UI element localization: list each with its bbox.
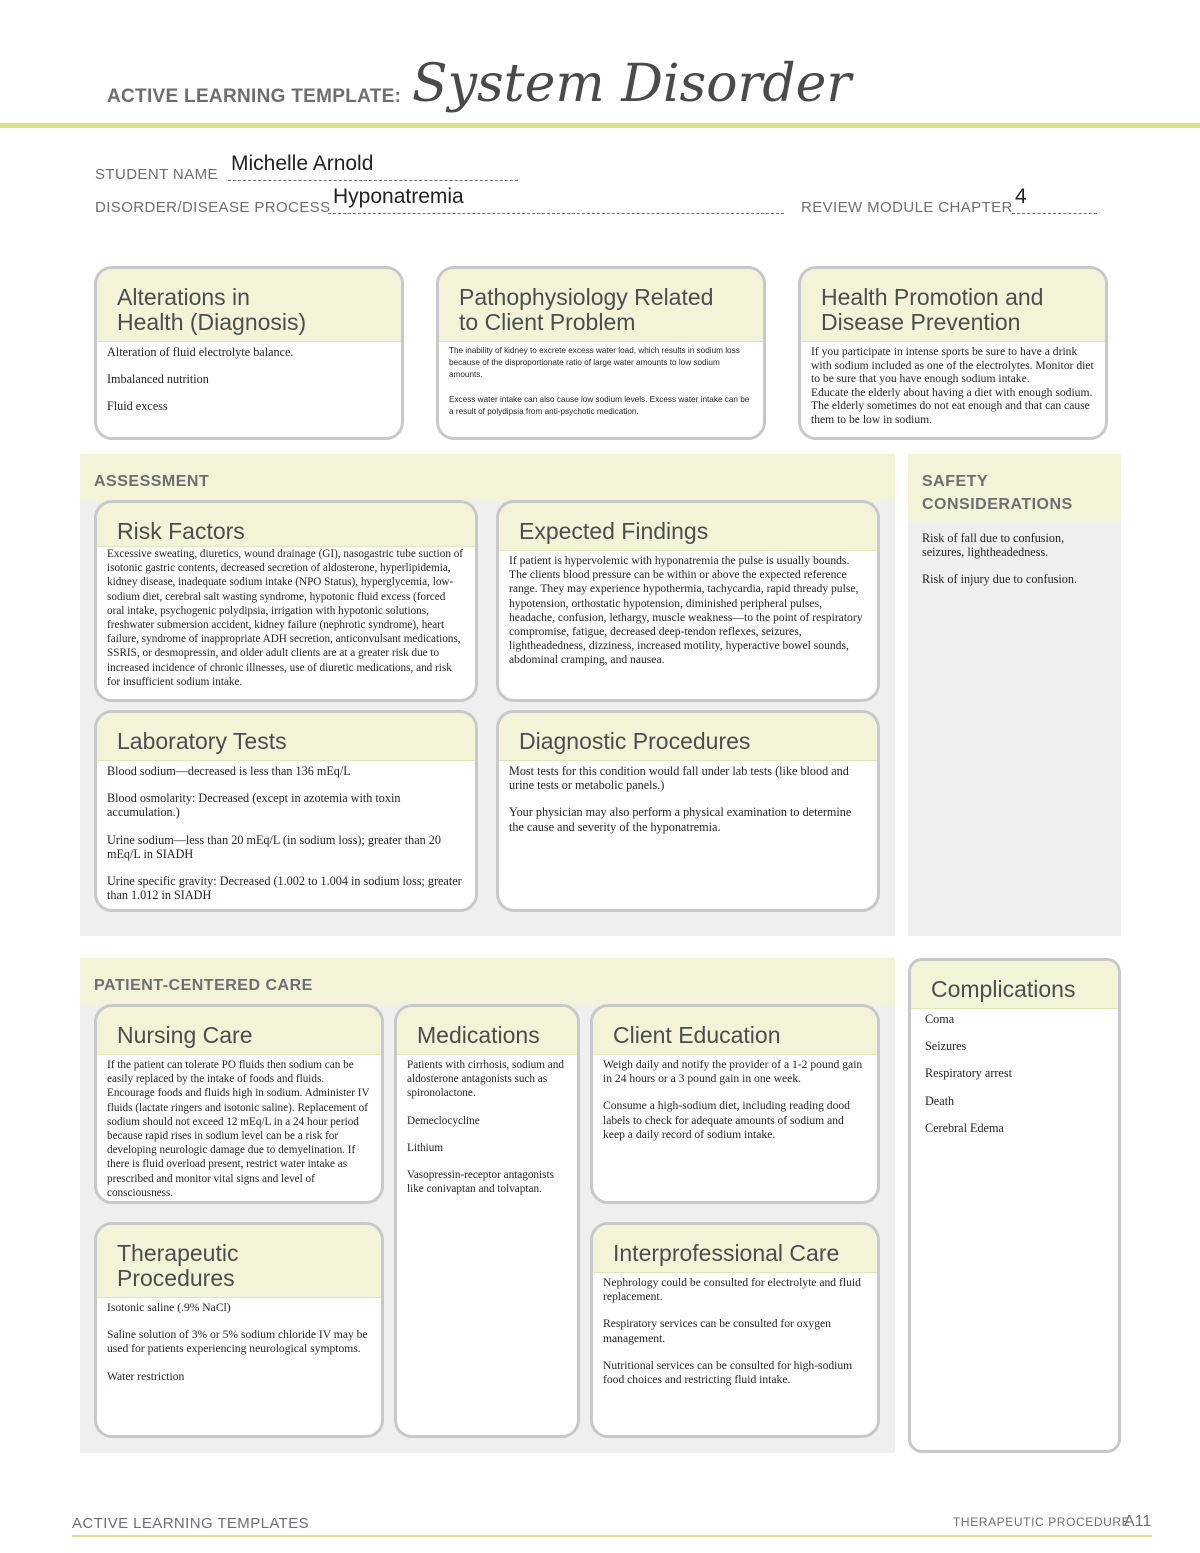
paragraph: Risk of injury due to confusion.: [922, 572, 1078, 587]
list-item: Alteration of fluid electrolyte balance.: [107, 345, 294, 359]
expected-findings-box: [496, 500, 880, 702]
client-education-box: [590, 1004, 880, 1204]
interprofessional-care-heading: Interprofessional Care: [593, 1225, 877, 1273]
health-promotion-heading: Health Promotion and Disease Prevention: [801, 269, 1105, 342]
paragraph: Patients with cirrhosis, sodium and aldosterone antagonists such as spironolactone.: [407, 1059, 564, 1100]
paragraph: Lithium: [407, 1141, 444, 1154]
laboratory-tests-body: [97, 761, 475, 902]
health-promotion-body: [801, 342, 1105, 427]
assessment-heading: ASSESSMENT: [80, 454, 895, 501]
paragraph: Excess water intake can also cause low sodium levels. Excess water intake can be a result of polydipsia from anti-psychotic medication.: [449, 395, 750, 416]
list-item: Seizures: [925, 1039, 967, 1054]
safety-heading: SAFETY CONSIDERATIONS: [908, 454, 1121, 522]
footer-rule: [72, 1535, 1152, 1537]
paragraph: Demeclocycline: [407, 1114, 480, 1127]
safety-body: [912, 528, 1115, 600]
pathophysiology-heading: Pathophysiology Related to Client Problem: [439, 269, 763, 342]
therapeutic-procedures-heading: Therapeutic Procedures: [97, 1225, 381, 1298]
complications-box: [908, 958, 1121, 1453]
interprofessional-care-box: [590, 1222, 880, 1438]
paragraph: Your physician may also perform a physical examination to determine the cause and severity of the hyponatremia.: [509, 805, 852, 834]
alterations-body: [97, 342, 401, 414]
paragraph: Vasopressin-receptor antagonists like conivaptan and tolvaptan.: [407, 1169, 554, 1196]
therapeutic-procedures-body: [97, 1298, 381, 1384]
alterations-box: [94, 266, 404, 440]
laboratory-tests-box: [94, 710, 478, 912]
medications-box: [394, 1004, 580, 1438]
pathophysiology-box: [436, 266, 766, 440]
paragraph: Nephrology could be consulted for electrolyte and fluid replacement.: [603, 1276, 861, 1304]
paragraph: Respiratory services can be consulted for oxygen management.: [603, 1317, 831, 1345]
list-item: Fluid excess: [107, 399, 168, 414]
risk-factors-box: [94, 500, 478, 702]
template-title: System Disorder: [412, 54, 852, 114]
diagnostic-procedures-body: [499, 761, 877, 834]
complications-heading: Complications: [911, 961, 1118, 1009]
student-name-field[interactable]: Michelle Arnold: [231, 152, 374, 175]
paragraph: The inability of kidney to excrete excess water load, which results in sodium loss because of the disproportionate ratio of large water amounts to low sodium amounts.: [449, 346, 740, 379]
template-label: ACTIVE LEARNING TEMPLATE:: [107, 86, 402, 107]
medications-body: [397, 1055, 577, 1196]
paragraph: Consume a high-sodium diet, including reading dood labels to check for adequate amounts of sodium and keep a daily record of sodium intake.: [603, 1099, 850, 1141]
paragraph: Blood sodium—decreased is less than 136 mEq/L: [107, 764, 351, 778]
paragraph: Urine sodium—less than 20 mEq/L (in sodium loss); greater than 20 mEq/L in SIADH: [107, 832, 441, 861]
health-promotion-box: [798, 266, 1108, 440]
medications-heading: Medications: [397, 1007, 577, 1055]
list-item: Coma: [925, 1012, 955, 1026]
student-name-line: [228, 180, 518, 181]
paragraph: Educate the elderly about having a diet with enough sodium. The elderly sometimes do not eat enough and that can cause them to be low in sodium.: [811, 385, 1093, 426]
risk-factors-heading: Risk Factors: [97, 503, 475, 547]
page-number: A11: [1124, 1513, 1152, 1530]
disorder-line: [328, 213, 784, 214]
chapter-line: [1012, 213, 1097, 214]
interprofessional-care-body: [593, 1273, 877, 1387]
patient-care-heading: PATIENT-CENTERED CARE: [80, 958, 895, 1005]
paragraph: Saline solution of 3% or 5% sodium chloride IV may be used for patients experiencing neurological symptoms.: [107, 1328, 368, 1356]
pathophysiology-body: [439, 342, 763, 418]
paragraph: Urine specific gravity: Decreased (1.002 to 1.004 in sodium loss; greater than 1.012 in SIADH: [107, 874, 462, 903]
nursing-care-box: [94, 1004, 384, 1204]
paragraph: Nutritional services can be consulted for high-sodium food choices and restricting fluid intake.: [603, 1358, 853, 1387]
paragraph: Blood osmolarity: Decreased (except in azotemia with toxin accumulation.): [107, 791, 401, 820]
complications-body: [911, 1009, 1118, 1135]
paragraph: Water restriction: [107, 1369, 185, 1383]
chapter-label: REVIEW MODULE CHAPTER: [801, 199, 1013, 216]
list-item: Respiratory arrest: [925, 1066, 1012, 1081]
paragraph: Weigh daily and notify the provider of a 1-2 pound gain in 24 hours or a 3 pound gain in one week.: [603, 1058, 863, 1086]
diagnostic-procedures-heading: Diagnostic Procedures: [499, 713, 877, 761]
nursing-care-body: If the patient can tolerate PO fluids then sodium can be easily replaced by the intake of foods and fluids. Encourage foods and fluids high in sodium. Administer IV fluids (lactate ringers and isotonic saline). Replacement of sodium should not exceed 12 mEq/L in a 24 hour period because rapid rises in sodium level can be a risk for developing neurologic damage due to demyelination. If there is fluid overload present, restrict water intake as prescribed and monitor vital signs and level of consciousness.: [107, 1059, 370, 1199]
list-item: Death: [925, 1093, 955, 1108]
client-education-heading: Client Education: [593, 1007, 877, 1055]
expected-findings-body: If patient is hypervolemic with hyponatremia the pulse is usually bounds. The clients blood pressure can be within or above the expected reference range. They may experience hypothermia, tachycardia, rapid thready pulse, hypotension, orthostatic hypotension, diminished peripheral pulses, headache, confusion, lethargy, muscle weakness—to the point of respiratory compromise, fatigue, decreased deep-tendon reflexes, seizures, lightheadedness, dizziness, increased motility, hyperactive bowel sounds, abdominal cramping, and nausea.: [509, 554, 863, 667]
paragraph: Isotonic saline (.9% NaCl): [107, 1301, 231, 1314]
disorder-label: DISORDER/DISEASE PROCESS: [95, 199, 331, 216]
laboratory-tests-heading: Laboratory Tests: [97, 713, 475, 761]
therapeutic-procedures-box: [94, 1222, 384, 1438]
diagnostic-procedures-box: [496, 710, 880, 912]
safety-panel: [908, 454, 1121, 936]
paragraph: If you participate in intense sports be sure to have a drink with sodium included as one of the electrolytes. Monitor diet to be sure that you have enough sodium intake.: [811, 345, 1094, 386]
expected-findings-heading: Expected Findings: [499, 503, 877, 551]
chapter-field[interactable]: 4: [1015, 185, 1027, 208]
nursing-care-heading: Nursing Care: [97, 1007, 381, 1055]
risk-factors-body: Excessive sweating, diuretics, wound drainage (GI), nasogastric tube suction of isotonic gastric contents, decreased secretion of aldosterone, hyperlipidemia, kidney disease, inadequate sodium intake (NPO Status), hyperglycemia, low-sodium diet, cerebral salt wasting syndrome, hypotonic fluid excess (forced oral intake, psychogenic polydipsia, irrigation with hypotonic solutions, freshwater submersion accident, kidney failure (nephrotic syndrome), heart failure, syndrome of inappropriate ADH secretion, anticonvulsant medications, SSRIS, or desmopressin, and older adult clients are at a greater risk due to increased incidence of chronic illnesses, use of diuretic medications, and risk for insufficient sodium intake.: [107, 548, 464, 688]
footer-title: ACTIVE LEARNING TEMPLATES: [72, 1515, 309, 1532]
disorder-field[interactable]: Hyponatremia: [333, 185, 464, 208]
list-item: Cerebral Edema: [925, 1120, 1004, 1135]
student-name-label: STUDENT NAME: [95, 166, 218, 183]
alterations-heading: Alterations in Health (Diagnosis): [97, 269, 401, 342]
list-item: Imbalanced nutrition: [107, 372, 209, 387]
paragraph: Risk of fall due to confusion, seizures, lightheadedness.: [922, 531, 1065, 560]
paragraph: Most tests for this condition would fall under lab tests (like blood and urine tests or metabolic panels.): [509, 764, 849, 793]
client-education-body: [593, 1055, 877, 1142]
header-rule: [0, 123, 1200, 128]
footer-section: THERAPEUTIC PROCEDURE: [953, 1515, 1131, 1529]
